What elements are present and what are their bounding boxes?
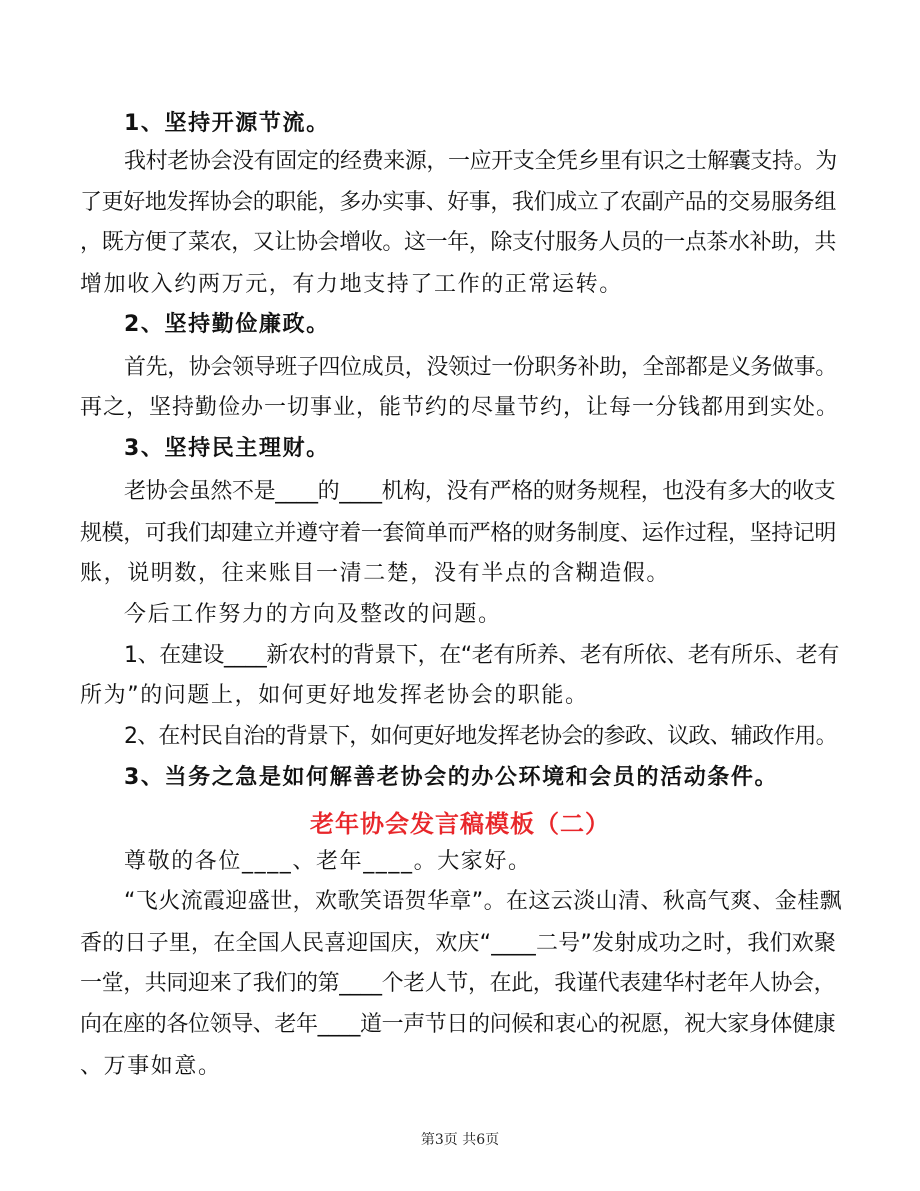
paragraph-line: 了更好地发挥协会的职能，多办实事、好事，我们成立了农副产品的交易服务组 (80, 190, 837, 215)
paragraph-line: 今后工作努力的方向及整改的问题。 (124, 602, 502, 627)
paragraph-line: “飞火流霞迎盛世，欢歌笑语贺华章”。在这云淡山清、秋高气爽、金桂飘 (124, 889, 842, 914)
paragraph-heading: 2、坚持勤俭廉政。 (124, 312, 330, 337)
paragraph-heading: 3、坚持民主理财。 (124, 436, 330, 461)
paragraph-line: 香的日子里，在全国人民喜迎国庆，欢庆“____二号”发射成功之时，我们欢聚 (80, 931, 837, 956)
paragraph-line: 1、在建设____新农村的背景下，在“老有所养、老有所依、老有所乐、老有 (124, 643, 839, 668)
paragraph-line: 再之，坚持勤俭办一切事业，能节约的尽量节约，让每一分钱都用到实处。 (80, 395, 840, 420)
paragraph-line: 规模，可我们却建立并遵守着一套简单而严格的财务制度、运作过程，坚持记明 (80, 521, 837, 546)
paragraph-line: 增加收入约两万元，有力地支持了工作的正常运转。 (80, 272, 623, 297)
paragraph-line: 、万事如意。 (80, 1054, 222, 1079)
paragraph-line: 我村老协会没有固定的经费来源，一应开支全凭乡里有识之士解囊支持。为 (124, 149, 837, 174)
paragraph-line: 一堂，共同迎来了我们的第____个老人节，在此，我谨代表建华村老年人协会， (80, 971, 836, 996)
paragraph-heading: 3、当务之急是如何解善老协会的办公环境和会员的活动条件。 (124, 765, 779, 790)
paragraph-heading: 1、坚持开源节流。 (124, 111, 330, 136)
page-footer: 第3页 共6页 (420, 1132, 500, 1148)
paragraph-line: 账，说明数，往来账目一清二楚，没有半点的含糊造假。 (80, 561, 671, 586)
paragraph-line: 尊敬的各位____、老年____。大家好。 (124, 849, 532, 874)
paragraph-line: 老协会虽然不是____的____机构，没有严格的财务规程，也没有多大的收支 (124, 479, 836, 504)
paragraph-line: 首先，协会领导班子四位成员，没领过一份职务补助，全部都是义务做事。 (124, 355, 837, 380)
paragraph-line: 所为”的问题上，如何更好地发挥老协会的职能。 (80, 683, 589, 708)
paragraph-line: 2、在村民自治的背景下，如何更好地发挥老协会的参政、议政、辅政作用。 (124, 724, 837, 749)
paragraph-line: ，既方便了菜农，又让协会增收。这一年，除支付服务人员的一点茶水补助，共 (80, 230, 837, 255)
section-title: 老年协会发言稿模板（二） (310, 810, 610, 838)
paragraph-line: 向在座的各位领导、老年____道一声节日的问候和衷心的祝愿，祝大家身体健康 (80, 1012, 836, 1037)
